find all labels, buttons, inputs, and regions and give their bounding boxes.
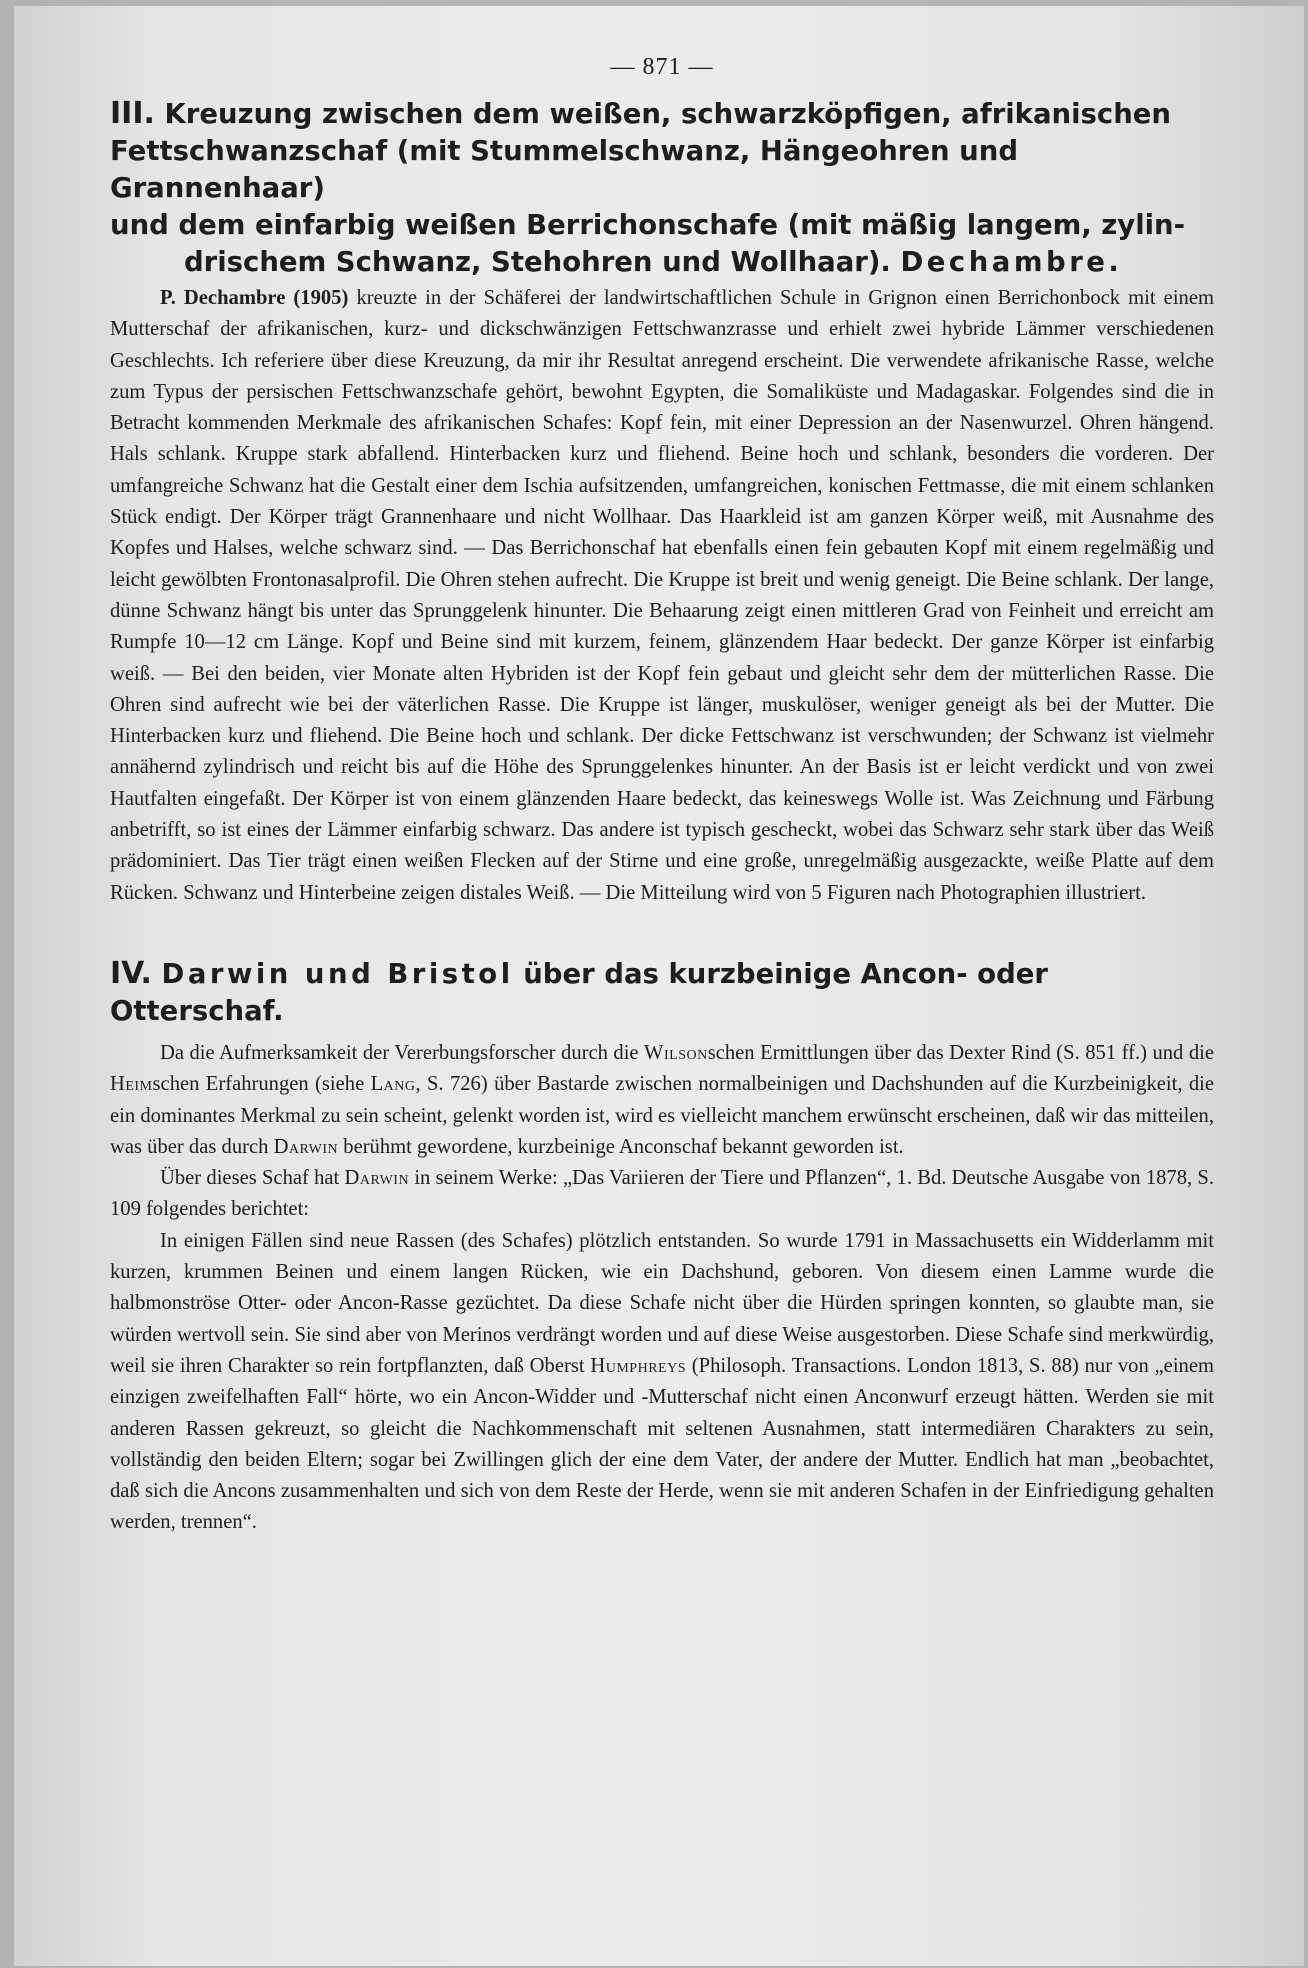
p2-text-b: in seinem Werke: „Das Variieren der Tiere und Pflanzen“, 1. Bd. Deutsche Ausgabe von 1878, S. 109 folgendes berichtet: <box>110 1167 1214 1221</box>
section-3-cited-author: P. Dechambre (1905) <box>160 287 349 309</box>
section-3-title-line-2: Fettschwanzschaf (mit Stummelschwanz, Hängeohren und Grannenhaar) <box>110 135 1019 204</box>
p1-text-b: schen Ermittlungen über das Dexter Rind (S. 851 ff.) und die <box>707 1041 1214 1064</box>
page-number: — 871 — <box>610 54 714 80</box>
section-3-paragraph <box>110 283 1214 909</box>
p2-text-a: Über dieses Schaf hat <box>160 1167 340 1190</box>
section-3-title-line-3: und dem einfarbig weißen Berrichonschafe (mit mäßig langem, zylin- <box>110 209 1186 241</box>
name-darwin-1: Darwin <box>273 1135 339 1158</box>
section-3-title-line-1: Kreuzung zwischen dem weißen, schwarzköpfigen, afrikanischen <box>164 98 1172 130</box>
p1-text-e: berühmt gewordene, kurzbeinige Anconschaf bekannt geworden ist. <box>343 1135 904 1158</box>
p3-text-b: (Philosoph. Transactions. London 1813, S. 88) nur von „einem einzigen zweifelhaften Fall“ hörte, wo ein Ancon-Widder und -Mutterschaf nicht einen Anconwurf erzeugt hätten. Werden sie mit anderen Rassen gekreuzt, so gleicht die Nachkommenschaft mit seltenen Ausnahmen, statt intermediären Charakters zu sein, vollständig den beiden Eltern; sogar bei Zwillingen glich der eine dem Vater, der andere der Mutter. Endlich hat man „beobachtet, daß sich die Ancons zusammenhalten und sich von dem Reste der Herde, wenn sie mit anderen Schafen in der Einfriedigung gehalten werden, trennen“. <box>110 1354 1215 1534</box>
p1-text-a: Da die Aufmerksamkeit der Vererbungsforscher durch die <box>160 1041 639 1064</box>
p1-text-c: schen Erfahrungen (siehe <box>152 1073 365 1096</box>
section-3 <box>110 95 1214 909</box>
section-4-title-rest: über das kurzbeinige Ancon- oder Otterschaf. <box>110 957 1048 1027</box>
section-4-paragraph-1 <box>110 1038 1214 1163</box>
name-humphreys: Humphreys <box>590 1354 686 1377</box>
section-3-title-author: Dechambre. <box>900 246 1123 278</box>
book-page <box>14 6 1304 1966</box>
name-lang: Lang <box>370 1073 416 1096</box>
section-4-title-names: Darwin und Bristol <box>161 957 514 990</box>
section-3-title-last <box>110 244 1214 281</box>
p3-text-a: In einigen Fällen sind neue Rassen (des Schafes) plötzlich entstanden. So wurde 1791 in Massachusetts ein Widderlamm mit kurzen, krummen Beinen und einem langen Rücken, wie ein Dachshund, geboren. Von diesem einen Lamme wurde die halbmonströse Otter- oder Ancon-Rasse gezüchtet. Da diese Schafe nicht über die Hürden springen konnten, so glaubte man, sie würden wertvoll sein. Sie sind aber von Merinos verdrängt worden und auf diese Weise ausgestorben. Diese Schafe sind merkwürdig, weil sie ihren Charakter so rein fortpflanzten, daß Oberst <box>110 1229 1214 1377</box>
name-wilson: Wilson <box>644 1041 708 1064</box>
p1-text-d: , S. 726) über Bastarde zwischen normalbeinigen und Dachshunden auf die Kurzbeinigkeit, die ein dominantes Merkmal zu sein scheint, gelenkt worden ist, wird es vielleicht manchem erwünscht erscheinen, daß wir das mitteilen, was über das durch <box>110 1073 1214 1158</box>
section-4-number: IV. <box>110 955 152 991</box>
section-3-heading <box>110 95 1214 281</box>
section-3-body: kreuzte in der Schäferei der landwirtschaftlichen Schule in Grignon einen Berrichonbock mit einem Mutterschaf der afrikanischen, kurz- und dickschwänzigen Fettschwanzrasse und erhielt zwei hybride Lämmer verschiedenen Geschlechts. Ich referiere über diese Kreuzung, da mir ihr Resultat anregend erscheint. Die verwendete afrikanische Rasse, welche zum Typus der persischen Fettschwanzschafe gehört, bewohnt Egypten, die Somaliküste und Madagaskar. Folgendes sind die in Betracht kommenden Merkmale des afrikanischen Schafes: Kopf fein, mit einer Depression an der Nasenwurzel. Ohren hängend. Hals schlank. Kruppe stark abfallend. Hinterbacken kurz und fliehend. Beine hoch und schlank, besonders die vorderen. Der umfangreiche Schwanz hat die Gestalt einer dem Ischia aufsitzenden, umfangreichen, konischen Fettmasse, die mit einem schlanken Stück endigt. Der Körper trägt Grannenhaare und nicht Wollhaar. Das Haarkleid ist am ganzen Körper weiß, mit Ausnahme des Kopfes und Halses, welche schwarz sind. — Das Berrichonschaf hat ebenfalls einen fein gebauten Kopf mit einem regelmäßig und leicht gewölbten Frontonasalprofil. Die Ohren stehen aufrecht. Die Kruppe ist breit und wenig geneigt. Die Beine schlank. Der lange, dünne Schwanz hängt bis unter das Sprunggelenk hinunter. Die Behaarung zeigt einen mittleren Grad von Feinheit und erreicht am Rumpfe 10—12 cm Länge. Kopf und Beine sind mit kurzem, feinem, glänzendem Haar bedeckt. Der ganze Körper ist einfarbig weiß. — Bei den beiden, vier Monate alten Hybriden ist der Kopf fein gebaut und gleicht sehr dem der mütterlichen Rasse. Die Ohren sind aufrecht wie bei der väterlichen Rasse. Die Kruppe ist länger, muskulöser, weniger geneigt als bei der Mutter. Die Hinterbacken kurz und fliehend. Die Beine hoch und schlank. Der dicke Fettschwanz ist verschwunden; der Schwanz ist vielmehr annähernd zylindrisch und reicht bis auf die Höhe des Sprunggelenkes hinunter. An der Basis ist er leicht verdickt und von zwei Hautfalten eingefaßt. Der Körper ist von einem glänzenden Haare bedeckt, das keineswegs Wolle ist. Was Zeichnung und Färbung anbetrifft, so ist eines der Lämmer einfarbig schwarz. Das andere ist typisch gescheckt, wobei das Schwarz sehr stark über das Weiß prädominiert. Das Tier trägt einen weißen Flecken auf der Stirne und eine große, unregelmäßig ausgezackte, weiße Platte auf dem Rücken. Schwanz und Hinterbeine zeigen distales Weiß. — Die Mitteilung wird von 5 Figuren nach Photographien illustriert. <box>110 287 1214 904</box>
section-4-paragraph-3 <box>110 1226 1214 1539</box>
section-3-title-line-4: drischem Schwanz, Stehohren und Wollhaar). <box>184 246 891 278</box>
section-4-heading <box>110 955 1214 1030</box>
section-4-paragraph-2 <box>110 1163 1214 1226</box>
section-4 <box>110 955 1214 1539</box>
name-heim: Heim <box>110 1073 153 1096</box>
page-content <box>110 54 1214 1539</box>
name-darwin-2: Darwin <box>344 1167 410 1190</box>
section-3-number: III. <box>110 96 155 131</box>
